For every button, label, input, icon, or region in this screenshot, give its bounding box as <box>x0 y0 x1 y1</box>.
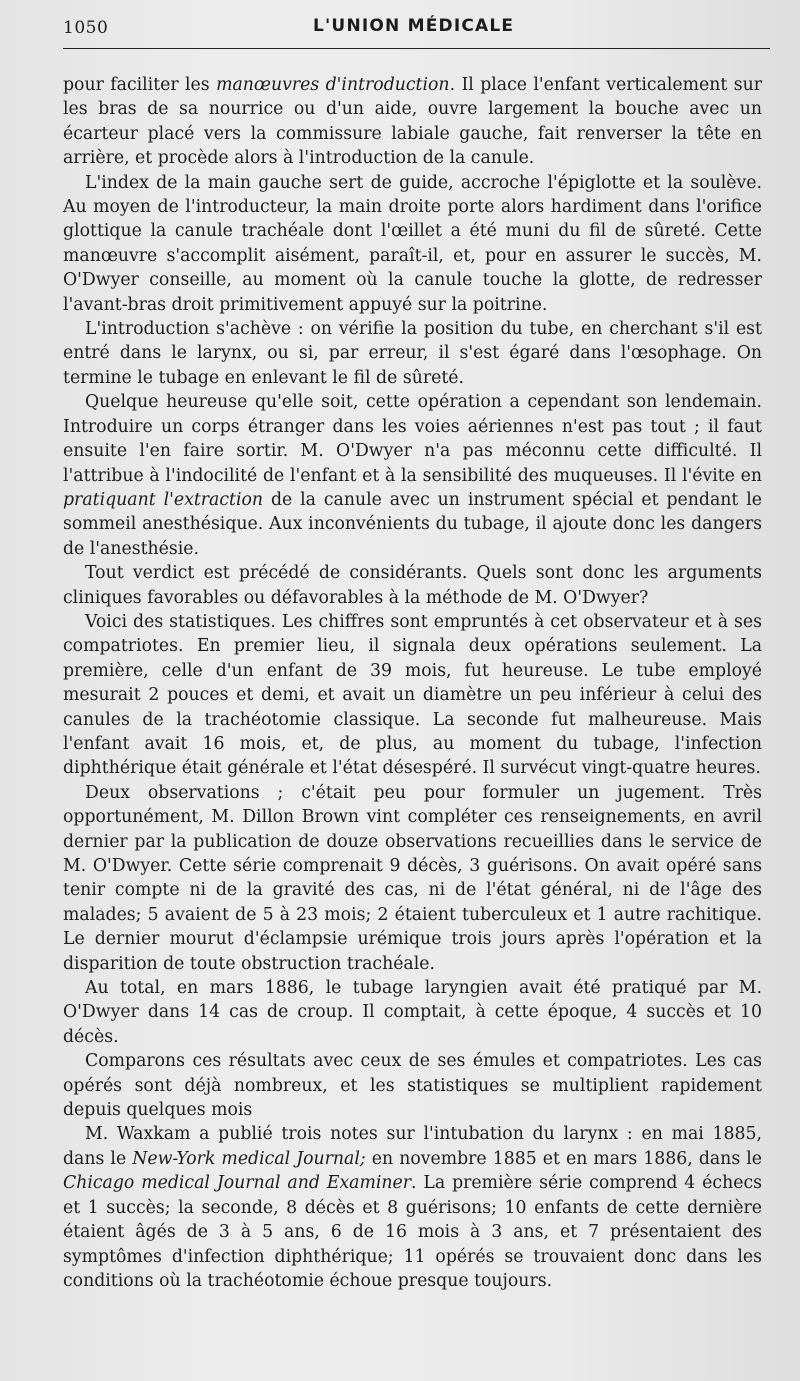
running-header <box>63 10 770 49</box>
paragraph <box>63 610 762 781</box>
paragraph <box>63 781 762 976</box>
text-run: L'introduction s'achève : on vérifie la position du tube, en cherchant s'il est entré dans le larynx, ou si, par erreur, il s'est égaré dans l'œsophage. On termine le tubage en enlevant le fil de sûreté. <box>63 319 762 388</box>
text-run: Tout verdict est précédé de considérants. Quels sont donc les arguments cliniques favorables ou défavorables à la méthode de M. O'Dwyer? <box>63 563 762 608</box>
paragraph <box>63 976 762 1049</box>
text-run: . Il place l'enfant verticalement sur les bras de sa nourrice ou d'un aide, ouvre largement la bouche avec un écarteur placé vers la commissure labiale gauche, fait renverser la tête en arrière, et procède alors à l'introduction de la canule. <box>63 75 762 169</box>
article-body <box>63 73 762 1293</box>
italic-text: pratiquant l'extraction <box>63 489 264 510</box>
journal-title: L'UNION MÉDICALE <box>313 16 515 36</box>
text-run: L'index de la main gauche sert de guide, accroche l'épiglotte et la soulève. Au moyen de l'introducteur, la main droite porte alors hardiment dans l'orifice glottique la canule trachéale dont l'œillet a été muni du fil de sûreté. Cette manœuvre s'accomplit aisément, paraît-il, et, pour en assurer le succès, M. O'Dwyer conseille, au moment où la canule touche la glotte, de redresser l'avant-bras droit primitivement appuyé sur la poitrine. <box>63 172 762 315</box>
text-run: Comparons ces résultats avec ceux de ses émules et compatriotes. Les cas opérés sont déjà nombreux, et les statistiques se multiplient rapidement depuis quelques mois <box>63 1051 762 1121</box>
text-run: de la canule avec un instrument spécial et pendant le sommeil anesthésique. Aux inconvénients du tubage, il ajoute donc les dangers de l'anesthésie. <box>63 489 762 559</box>
text-run: en novembre 1885 et en mars 1886, dans le <box>365 1148 762 1169</box>
paragraph <box>63 561 762 610</box>
text-run: pour faciliter les <box>63 75 217 95</box>
italic-text: New-York medical Journal; <box>132 1148 366 1169</box>
paragraph <box>63 73 762 171</box>
paragraph <box>63 1049 762 1122</box>
italic-text: manœuvres d'introduction <box>216 75 450 95</box>
paragraph <box>63 317 762 390</box>
italic-text: Chicago medical Journal and Examiner <box>63 1173 412 1194</box>
text-run: Au total, en mars 1886, le tubage laryngien avait été pratiqué par M. O'Dwyer dans 14 cas de croup. Il comptait, à cette époque, 4 succès et 10 décès. <box>63 978 762 1047</box>
paragraph <box>63 171 762 317</box>
text-run: Quelque heureuse qu'elle soit, cette opération a cependant son lendemain. Introduire un corps étranger dans les voies aériennes n'est pas tout ; il faut ensuite l'en faire sortir. M. O'Dwyer n'a pas méconnu cette difficulté. Il l'attribue à l'indocilité de l'enfant et à la sensibilité des muqueuses. Il l'évite en <box>63 392 762 486</box>
paragraph <box>63 1122 762 1293</box>
text-run: M. Waxkam a publié trois notes sur l'intubation du larynx : en mai 1885, dans le <box>63 1124 762 1169</box>
page-number: 1050 <box>63 18 109 38</box>
text-run: Deux observations ; c'était peu pour formuler un jugement. Très opportunément, M. Dillon Brown vint compléter ces renseignements, en avril dernier par la publication de douze observations recueillies dans le service de M. O'Dwyer. Cette série comprenait 9 décès, 3 guérisons. On avait opéré sans tenir compte ni de la gravité des cas, ni de l'état général, ni de l'âge des malades; 5 avaient de 5 à 23 mois; 2 étaient tuberculeux et 1 autre rachitique. Le dernier mourut d'éclampsie urémique trois jours après l'opération et la disparition de toute obstruction trachéale. <box>63 782 762 974</box>
text-run: Voici des statistiques. Les chiffres sont empruntés à cet observateur et à ses compatriotes. En premier lieu, il signala deux opérations seulement. La première, celle d'un enfant de 39 mois, fut heureuse. Le tube employé mesurait 2 pouces et demi, et avait un diamètre un peu inférieur à celui des canules de la trachéotomie classique. La seconde fut malheureuse. Mais l'enfant avait 16 mois, et, de plus, au moment du tubage, l'infection diphthérique était générale et l'état désespéré. Il survécut vingt-quatre heures. <box>63 611 762 779</box>
text-run: . La première série comprend 4 échecs et 1 succès; la seconde, 8 décès et 8 guérisons; 10 enfants de cette dernière étaient âgés de 3 à 5 ans, 6 de 16 mois à 3 ans, et 7 présentaient des symptômes d'infection diphthérique; 11 opérés se trouvaient donc dans les conditions où la trachéotomie échoue presque toujours. <box>63 1173 762 1291</box>
paragraph <box>63 390 762 561</box>
